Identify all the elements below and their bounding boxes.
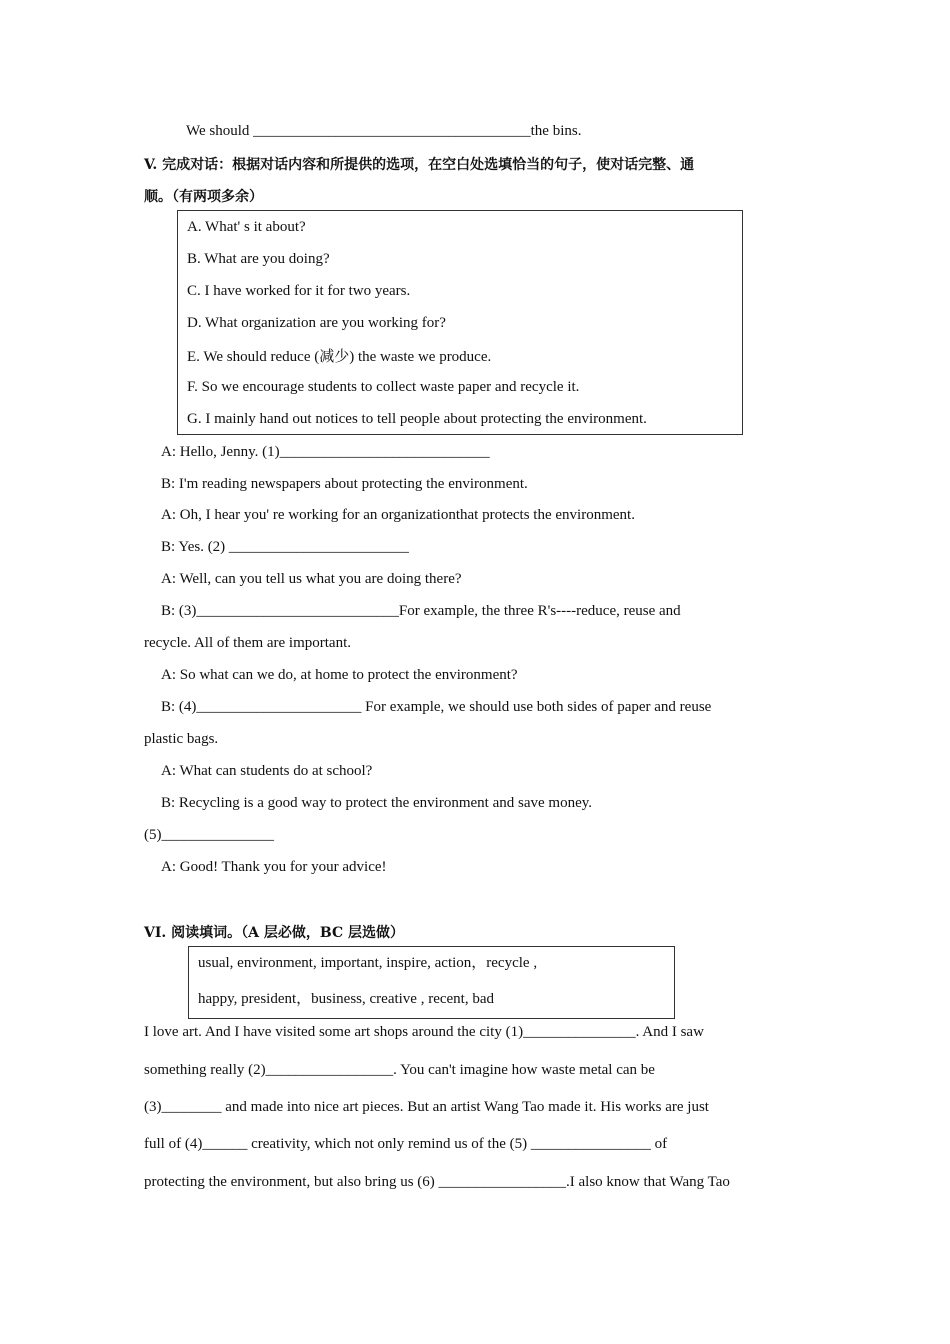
option-g: G. I mainly hand out notices to tell people about protecting the environment.	[187, 411, 647, 427]
passage-line: (3)________ and made into nice art pieces. But an artist Wang Tao made it. His works are just	[144, 1099, 709, 1115]
dialogue-line: B: Yes. (2) ________________________	[161, 539, 409, 555]
dialogue-line: A: Good! Thank you for your advice!	[161, 859, 387, 875]
section-6-title: VI. 阅读填词。（A 层必做，BC 层选做）	[144, 925, 405, 941]
option-d: D. What organization are you working for?	[187, 315, 446, 331]
dialogue-line: A: So what can we do, at home to protect the environment?	[161, 667, 518, 683]
dialogue-line: A: Oh, I hear you' re working for an organizationthat protects the environment.	[161, 507, 635, 523]
option-f: F. So we encourage students to collect waste paper and recycle it.	[187, 379, 580, 395]
dialogue-line: A: Well, can you tell us what you are doing there?	[161, 571, 462, 587]
dialogue-line: recycle. All of them are important.	[144, 635, 352, 651]
word-box-line-1: usual, environment, important, inspire, action，recycle ,	[198, 955, 538, 971]
dialogue-line: B: (4)______________________ For example, we should use both sides of paper and reuse	[161, 699, 712, 715]
word-box-line-2: happy, president，business, creative , recent, bad	[198, 991, 495, 1007]
dialogue-line: B: I'm reading newspapers about protecting the environment.	[161, 476, 528, 492]
dialogue-line: B: Recycling is a good way to protect the environment and save money.	[161, 795, 593, 811]
dialogue-line: A: What can students do at school?	[161, 763, 373, 779]
option-c: C. I have worked for it for two years.	[187, 283, 411, 299]
dialogue-line: (5)_______________	[144, 827, 274, 843]
passage-line: full of (4)______ creativity, which not only remind us of the (5) ________________ of	[144, 1136, 668, 1152]
passage-line: something really (2)_________________. You can't imagine how waste metal can be	[144, 1062, 655, 1078]
bins-sentence: We should _____________________________________the bins.	[186, 123, 582, 139]
section-5-title-line-1: V. 完成对话：根据对话内容和所提供的选项，在空白处选填恰当的句子，使对话完整、通	[144, 157, 695, 173]
option-e: E. We should reduce (减少) the waste we produce.	[187, 349, 492, 365]
option-a: A. What' s it about?	[187, 219, 306, 235]
passage-line: I love art. And I have visited some art shops around the city (1)_______________. And I saw	[144, 1024, 704, 1040]
section-5-title-line-2: 顺。（有两项多余）	[144, 189, 263, 205]
dialogue-line: A: Hello, Jenny. (1)____________________________	[161, 444, 490, 460]
dialogue-line: B: (3)___________________________For example, the three R's----reduce, reuse and	[161, 603, 681, 619]
passage-line: protecting the environment, but also bring us (6) _________________.I also know that Wang Tao	[144, 1174, 730, 1190]
dialogue-line: plastic bags.	[144, 731, 219, 747]
option-b: B. What are you doing?	[187, 251, 330, 267]
